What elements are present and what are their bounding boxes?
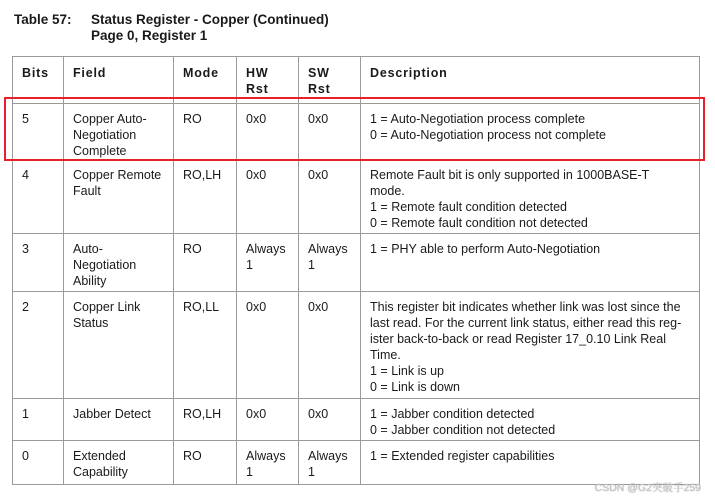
cell-hw-rst	[237, 104, 299, 160]
cell-description-line: Remote Fault bit is only supported in 1000BASE-T	[370, 168, 650, 182]
cell-sw-rst	[299, 104, 361, 160]
cell-mode: RO	[174, 441, 237, 485]
cell-description-line: 1 = Auto-Negotiation process complete	[370, 112, 586, 126]
cell-field-line: Negotiation	[73, 128, 137, 142]
cell-field-line: Jabber Detect	[73, 407, 151, 421]
cell-hw-rst	[237, 234, 299, 292]
table-title-line-2: Page 0, Register 1	[91, 28, 208, 43]
cell-sw-rst	[299, 399, 361, 441]
cell-description-line: 0 = Auto-Negotiation process not complete	[370, 128, 606, 142]
cell-field	[64, 441, 174, 485]
header-sw-rst-line-2: Rst	[308, 82, 331, 96]
cell-description-line: 1 = Extended register capabilities	[370, 449, 555, 463]
cell-sw-rst-line: 0x0	[308, 112, 329, 126]
cell-field	[64, 104, 174, 160]
cell-field-line: Negotiation	[73, 258, 137, 272]
cell-description-line: Time.	[370, 348, 401, 362]
cell-description-line: mode.	[370, 184, 405, 198]
cell-description-line: 0 = Remote fault condition not detected	[370, 216, 588, 230]
cell-bits: 1	[13, 399, 64, 441]
cell-field-line: Copper Remote	[73, 168, 162, 182]
cell-hw-rst	[237, 292, 299, 399]
cell-mode: RO	[174, 104, 237, 160]
cell-mode: RO,LH	[174, 160, 237, 234]
table-row	[13, 160, 700, 234]
table-row	[13, 399, 700, 441]
header-bits: Bits	[13, 57, 64, 104]
cell-description-line: 1 = Remote fault condition detected	[370, 200, 568, 214]
cell-description	[361, 234, 700, 292]
cell-hw-rst	[237, 160, 299, 234]
cell-field-line: Status	[73, 316, 109, 330]
cell-description-line: last read. For the current link status, either read this reg-	[370, 316, 682, 330]
header-mode: Mode	[174, 57, 237, 104]
cell-description-line: 0 = Link is down	[370, 380, 460, 394]
cell-bits: 0	[13, 441, 64, 485]
cell-field	[64, 160, 174, 234]
cell-field	[64, 234, 174, 292]
table-row	[13, 441, 700, 485]
cell-mode: RO,LL	[174, 292, 237, 399]
cell-mode: RO	[174, 234, 237, 292]
header-field: Field	[64, 57, 174, 104]
cell-description	[361, 104, 700, 160]
cell-hw-rst-line: 0x0	[246, 407, 267, 421]
header-description: Description	[361, 57, 700, 104]
cell-sw-rst-line: 1	[308, 258, 315, 272]
watermark: CSDN @G2突破手259	[594, 482, 701, 494]
cell-hw-rst-line: 0x0	[246, 112, 267, 126]
header-hw-rst-line-2: Rst	[246, 82, 269, 96]
table-number: Table 57:	[14, 12, 72, 27]
cell-hw-rst	[237, 399, 299, 441]
cell-sw-rst-line: Always	[308, 242, 348, 256]
cell-hw-rst-line: Always	[246, 242, 286, 256]
cell-field-line: Capability	[73, 465, 128, 479]
table-title-line-1: Status Register - Copper (Continued)	[91, 12, 329, 27]
table-row	[13, 292, 700, 399]
cell-description-line: ister back-to-back or read Register 17_0.10 Link Real	[370, 332, 666, 346]
cell-sw-rst-line: 0x0	[308, 168, 329, 182]
header-sw-rst-line-1: SW	[308, 66, 330, 80]
cell-field-line: Copper Link	[73, 300, 141, 314]
cell-hw-rst-line: 0x0	[246, 168, 267, 182]
table-title	[91, 12, 329, 44]
cell-hw-rst	[237, 441, 299, 485]
cell-field-line: Complete	[73, 144, 127, 158]
cell-bits: 3	[13, 234, 64, 292]
cell-field	[64, 399, 174, 441]
table-row	[13, 104, 700, 160]
cell-sw-rst	[299, 234, 361, 292]
cell-bits: 5	[13, 104, 64, 160]
cell-hw-rst-line: Always	[246, 449, 286, 463]
table-row	[13, 234, 700, 292]
cell-bits: 4	[13, 160, 64, 234]
cell-sw-rst-line: 1	[308, 465, 315, 479]
cell-hw-rst-line: 1	[246, 465, 253, 479]
cell-description-line: 0 = Jabber condition not detected	[370, 423, 556, 437]
cell-sw-rst	[299, 160, 361, 234]
cell-description-line: 1 = Jabber condition detected	[370, 407, 535, 421]
cell-field-line: Extended	[73, 449, 126, 463]
cell-description-line: This register bit indicates whether link was lost since the	[370, 300, 681, 314]
cell-description-line: 1 = Link is up	[370, 364, 445, 378]
cell-description	[361, 441, 700, 485]
header-hw-rst	[237, 57, 299, 104]
header-hw-rst-line-1: HW	[246, 66, 269, 80]
table-header-row	[13, 57, 700, 104]
cell-field	[64, 292, 174, 399]
cell-field-line: Copper Auto-	[73, 112, 147, 126]
cell-description-line: 1 = PHY able to perform Auto-Negotiation	[370, 242, 601, 256]
cell-sw-rst-line: 0x0	[308, 407, 329, 421]
cell-field-line: Fault	[73, 184, 101, 198]
header-sw-rst	[299, 57, 361, 104]
register-table	[12, 56, 700, 485]
cell-hw-rst-line: 1	[246, 258, 253, 272]
cell-bits: 2	[13, 292, 64, 399]
cell-sw-rst-line: 0x0	[308, 300, 329, 314]
cell-description	[361, 292, 700, 399]
cell-description	[361, 160, 700, 234]
cell-sw-rst	[299, 441, 361, 485]
cell-sw-rst-line: Always	[308, 449, 348, 463]
cell-hw-rst-line: 0x0	[246, 300, 267, 314]
cell-field-line: Ability	[73, 274, 107, 288]
cell-field-line: Auto-	[73, 242, 103, 256]
cell-mode: RO,LH	[174, 399, 237, 441]
cell-sw-rst	[299, 292, 361, 399]
cell-description	[361, 399, 700, 441]
